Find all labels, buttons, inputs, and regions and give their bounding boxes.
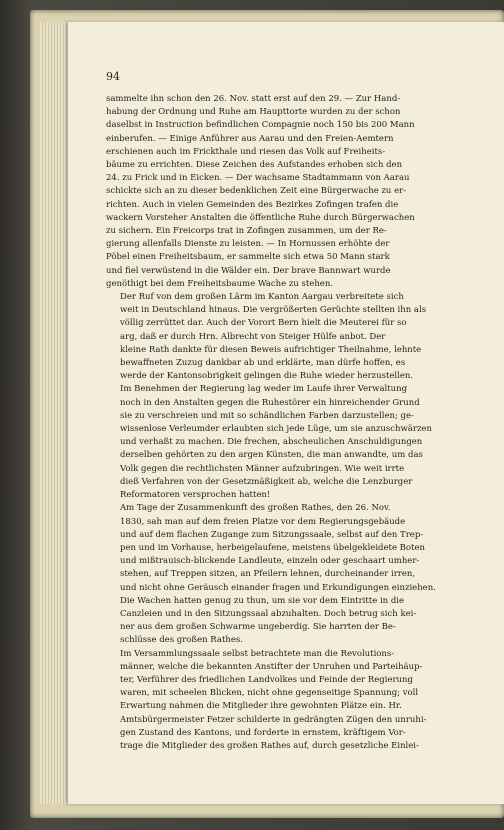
book-page bbox=[68, 22, 504, 804]
text-line: Volk gegen die rechtlichsten Männer aufzubringen. Wie weit irrte bbox=[120, 463, 405, 474]
text-line: gen Zustand des Kantons, und forderte in ernstem, kräftigem Vor- bbox=[120, 727, 406, 738]
page-body bbox=[106, 93, 498, 753]
text-line: 1830, sah man auf dem freien Platze vor dem Regierungsgebäude bbox=[120, 516, 406, 527]
text-line: kleine Rath dankte für diesen Beweis aufrichtiger Theilnahme, lehnte bbox=[120, 344, 422, 355]
text-line: stehen, auf Treppen sitzen, an Pfeilern lehnen, durcheinander irren, bbox=[120, 569, 416, 580]
text-line: und auf dem flachen Zugange zum Sitzungssaale, selbst auf den Trep- bbox=[120, 529, 424, 540]
paragraph bbox=[106, 648, 498, 754]
text-line: ner aus dem großen Schwarme ungeberdig. Sie harrten der Be- bbox=[120, 622, 396, 633]
text-line: wackern Vorsteher Anstalten die öffentliche Ruhe durch Bürgerwachen bbox=[106, 212, 415, 223]
text-line: zu sichern. Ein Freicorps trat in Zofingen zusammen, um der Re- bbox=[106, 226, 387, 237]
text-line: bewaffneten Zuzug dankbar ab und erklärte, man dürfe hoffen, es bbox=[120, 358, 406, 369]
text-line: ter, Verführer des friedlichen Landvolkes und Feinde der Regierung bbox=[120, 674, 413, 685]
text-line: Pöbel einen Freiheitsbaum, er sammelte sich etwa 50 Mann stark bbox=[106, 252, 390, 263]
text-line: einberufen. — Einige Anführer aus Aarau und den Freien-Aemtern bbox=[106, 133, 394, 144]
page-edges bbox=[40, 22, 70, 804]
text-line: sie zu verschreien und mit so schändlichen Farben darzustellen; ge- bbox=[120, 410, 414, 421]
text-line: männer, welche die bekannten Anstifter der Unruhen und Parteihäup- bbox=[120, 661, 423, 672]
text-line: 24. zu Frick und in Eicken. — Der wachsame Stadtammann von Aarau bbox=[106, 173, 410, 184]
text-line: arg, daß er durch Hrn. Albrecht von Steiger Hülfe anbot. Der bbox=[120, 331, 386, 342]
text-line: erschienen auch im Frickthale und riesen das Volk auf Freiheits- bbox=[106, 146, 386, 157]
page-number: 94 bbox=[106, 70, 120, 83]
text-line: habung der Ordnung und Ruhe am Haupttorte wurden zu der schon bbox=[106, 107, 401, 118]
text-line: und verhaßt zu machen. Die frechen, abscheulichen Anschuldigungen bbox=[120, 437, 423, 448]
text-line: waren, mit scheelen Blicken, nicht ohne gegenseitige Spannung; voll bbox=[120, 688, 419, 699]
paragraph bbox=[106, 502, 498, 647]
text-line: und fiel verwüstend in die Wälder ein. Der brave Bannwart wurde bbox=[106, 265, 391, 276]
text-line: völlig zerrüttet dar. Auch der Vorort Bern hielt die Meuterei für so bbox=[120, 318, 407, 329]
text-line: gierung allenfalls Dienste zu leisten. — In Hornussen erhöhte der bbox=[106, 239, 390, 250]
text-line: Der Ruf von dem großen Lärm im Kanton Aargau verbreitete sich bbox=[120, 292, 404, 303]
text-line: Am Tage der Zusammenkunft des großen Rathes, den 26. Nov. bbox=[120, 503, 391, 514]
text-line: werde der Kantonsobrigkeit gelingen die Ruhe wieder herzustellen. bbox=[120, 371, 414, 382]
text-line: wissenlose Verleumder erlaubten sich jede Lüge, um sie anzuschwärzen bbox=[120, 424, 432, 435]
text-line: und mißtrauisch-blickende Landleute, einzeln oder geschaart umher- bbox=[120, 556, 420, 567]
text-line: Reformatoren versprochen hatten! bbox=[120, 490, 271, 501]
text-line: sammelte ihn schon den 26. Nov. statt erst auf den 29. — Zur Hand- bbox=[106, 94, 401, 104]
text-line: noch in den Anstalten gegen die Ruhestörer ein hinreichender Grund bbox=[120, 397, 420, 408]
text-line: daselbst in Instruction befindlichen Compagnie noch 150 bis 200 Mann bbox=[106, 120, 415, 131]
text-line: pen und im Vorhause, herbeigelaufene, meistens übelgekleidete Boten bbox=[120, 542, 425, 553]
text-line: Erwartung nahmen die Mitglieder ihre gewohnten Plätze ein. Hr. bbox=[120, 701, 402, 712]
paragraph bbox=[106, 93, 498, 291]
text-line: dieß Verfahren von der Gesetzmäßigkeit ab, welche die Lenzburger bbox=[120, 476, 413, 487]
text-line: genöthigt bei dem Freiheitsbaume Wache zu stehen. bbox=[106, 278, 334, 289]
text-line: weit in Deutschland hinaus. Die vergrößerten Gerüchte stellten ihn als bbox=[120, 305, 427, 316]
paragraph bbox=[106, 291, 498, 502]
text-line: und nicht ohne Geräusch einander fragen und Erkundigungen einziehen. bbox=[120, 582, 436, 593]
text-line: Im Versammlungssaale selbst betrachtete man die Revolutions- bbox=[120, 648, 395, 659]
text-line: richten. Auch in vielen Gemeinden des Bezirkes Zofingen trafen die bbox=[106, 199, 399, 210]
text-line: derselben gehörten zu den argen Künsten, die man anwandte, um das bbox=[120, 450, 423, 461]
text-line: schickte sich an zu dieser bedenklichen Zeit eine Bürgerwache zu er- bbox=[106, 186, 407, 197]
text-line: Die Wachen hatten genug zu thun, um sie vor dem Eintritte in die bbox=[120, 595, 405, 606]
text-line: Canzleien und in den Sitzungssaal abzuhalten. Doch betrug sich kei- bbox=[120, 608, 417, 619]
text-line: Amtsbürgermeister Fetzer schilderte in gedrängten Zügen den unruhi- bbox=[120, 714, 427, 725]
text-line: trage die Mitglieder des großen Rathes auf, durch gesetzliche Einlei- bbox=[120, 740, 419, 751]
text-line: schlüsse des großen Rathes. bbox=[120, 635, 243, 646]
text-line: Im Benehmen der Regierung lag weder im Laufe ihrer Verwaltung bbox=[120, 384, 408, 395]
text-line: bäume zu errichten. Diese Zeichen des Aufstandes erhoben sich den bbox=[106, 160, 403, 171]
